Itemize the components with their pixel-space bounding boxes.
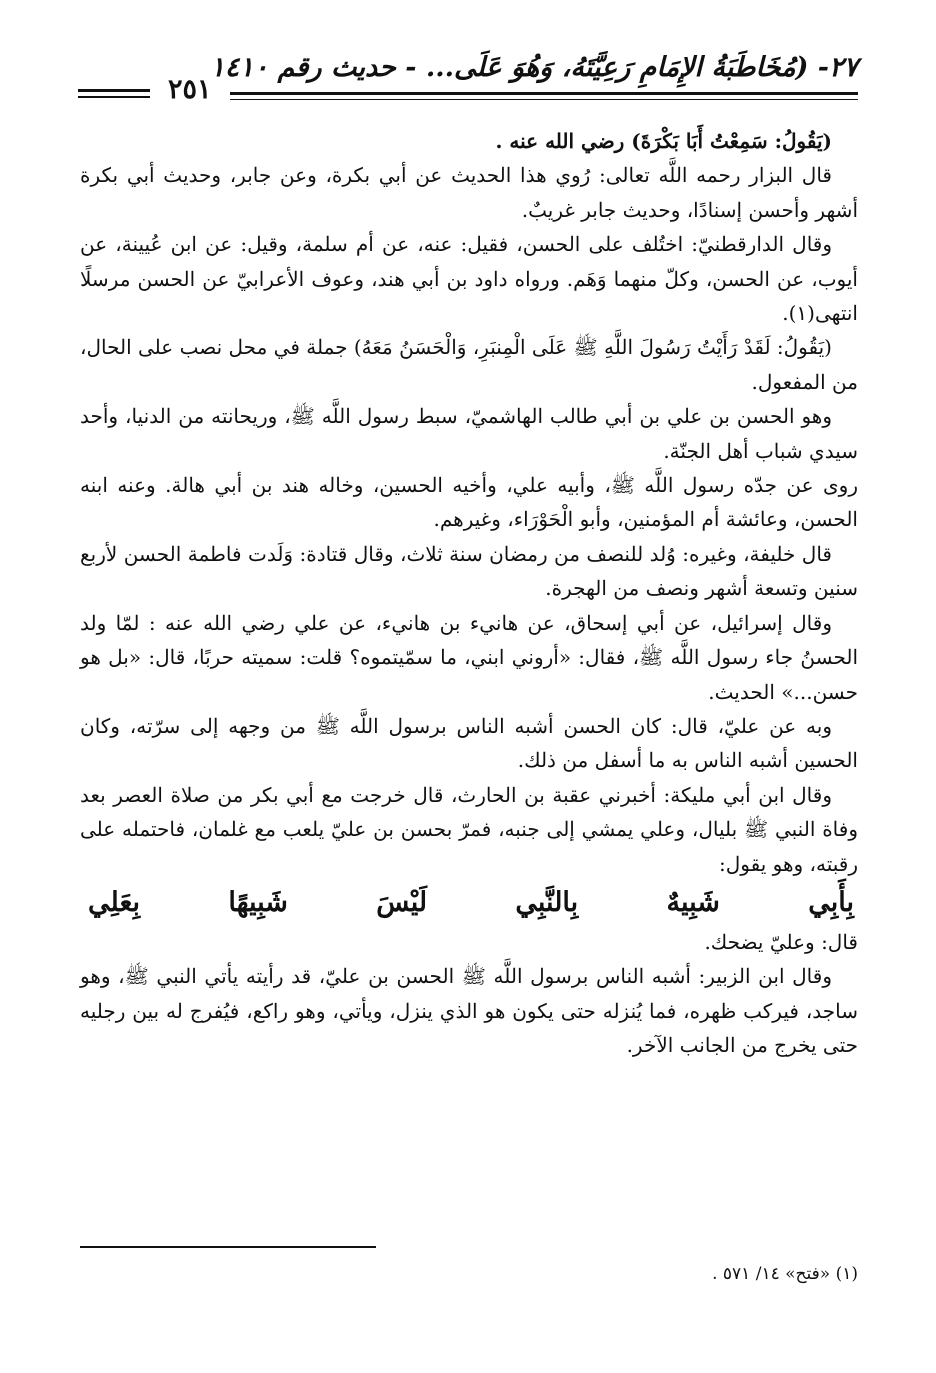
hadith-quote: (يَقُولُ: لَقَدْ رَأَيْتُ رَسُولَ اللَّهِ ﷺ عَلَى الْمِنبَرِ، وَالْحَسَنُ مَعَهُ) جملة في محل نصب على الحال، من المفعول.: [80, 335, 858, 394]
page-number: ٢٥١: [168, 74, 212, 105]
poem-verse: [88, 881, 854, 925]
header-rule: [230, 92, 858, 95]
paragraph: وقال ابن الزبير: أشبه الناس برسول اللَّه ﷺ الحسن بن عليّ، قد رأيته يأتي النبي ﷺ، وهو ساجد، فيركب ظهره، فما يُنزله حتى يكون هو الذي ينزل، ويأتي، وهو راكع، فيُفرج له بين رجليه حتى يخرج من الجانب الآخر.: [80, 964, 858, 1058]
main-text: [80, 124, 858, 1063]
poem-word: بِعَلِي: [88, 886, 141, 918]
poem-word: شَبِيهًا: [228, 886, 288, 918]
poem-word: شَبِيهٌ: [666, 886, 720, 918]
header-rule: [230, 99, 858, 100]
paragraph: وقال الدارقطنيّ: اختُلف على الحسن، فقيل: عنه، عن أم سلمة، وقيل: عن ابن عُيينة، عن أيوب، عن الحسن، وكلّ منهما وَهَم. ورواه داود بن أبي هند، وعوف الأعرابيّ عن الحسن مرسلًا انتهى(١).: [80, 232, 858, 326]
paragraph: وقال ابن أبي مليكة: أخبرني عقبة بن الحارث، قال خرجت مع أبي بكر من صلاة العصر بعد وفاة النبي ﷺ بليال، وعلي يمشي إلى جنبه، فمرّ بحسن بن عليّ يلعب مع غلمان، فاحتمله على رقبته، وهو يقول:: [80, 782, 858, 876]
paragraph: قال خليفة، وغيره: وُلد للنصف من رمضان سنة ثلاث، وقال قتادة: وَلَدت فاطمة الحسن لأربع سنين وتسعة أشهر ونصف من الهجرة.: [80, 541, 858, 601]
paragraph: قال: وعليّ يضحك.: [704, 929, 858, 954]
paragraph: وبه عن عليّ، قال: كان الحسن أشبه الناس برسول اللَّه ﷺ من وجهه إلى سرّته، وكان الحسين أشبه الناس به ما أسفل من ذلك.: [80, 713, 858, 773]
poem-word: لَيْسَ: [376, 886, 428, 918]
footnote: (١) «فتح» ١٤/ ٥٧١ .: [712, 1264, 858, 1284]
paragraph: قال البزار رحمه اللَّه تعالى: رُوي هذا الحديث عن أبي بكرة، وعن جابر، وحديث أبي بكرة أشهر وأحسن إسنادًا، وحديث جابر غريبٌ.: [80, 163, 858, 222]
poem-word: بِالنَّبِي: [515, 886, 579, 918]
hadith-quote: (يَقُولُ: سَمِعْتُ أَبَا بَكْرَةَ) رضي الله عنه .: [495, 129, 832, 153]
paragraph: وهو الحسن بن علي بن أبي طالب الهاشميّ، سبط رسول اللَّه ﷺ، وريحانته من الدنيا، وأحد سيدي شباب أهل الجنّة.: [80, 404, 858, 463]
paragraph: وقال إسرائيل، عن أبي إسحاق، عن هانيء بن هانيء، عن علي رضي الله عنه : لمّا ولد الحسنُ جاء رسول اللَّه ﷺ، فقال: «أروني ابني، ما سمّيتموه؟ قلت: سميته حربًا، قال: «بل هو حسن...» الحديث.: [80, 610, 858, 704]
running-head: ٢٧- (مُخَاطَبَةُ الإِمَامِ رَعِيَّتَهُ، وَهُوَ عَلَى... - حديث رقم ١٤١٠: [210, 52, 858, 83]
poem-word: بِأَبِي: [808, 886, 854, 918]
paragraph: روى عن جدّه رسول اللَّه ﷺ، وأبيه علي، وأخيه الحسين، وخاله هند بن أبي هالة. وعنه ابنه الحسن، وعائشة أم المؤمنين، وأبو الْحَوْرَاء، وغيرهم.: [80, 473, 858, 532]
footnote-separator: [80, 1246, 376, 1248]
page-header: [78, 46, 858, 104]
header-rule: [78, 89, 150, 92]
header-rule: [78, 96, 150, 98]
